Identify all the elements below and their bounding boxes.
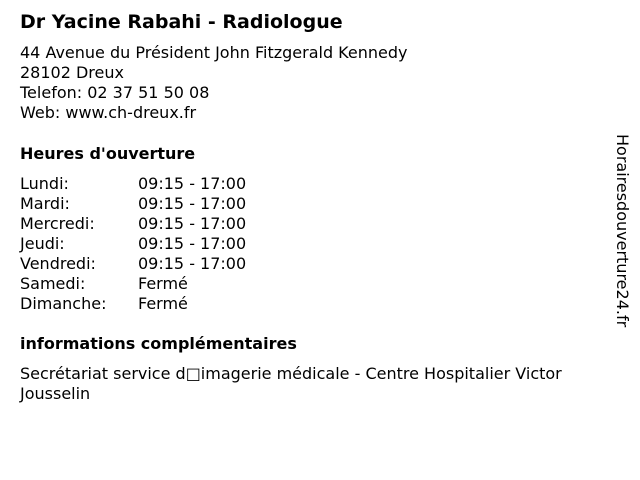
hours-value: 09:15 - 17:00 (138, 234, 247, 253)
day-label: Mardi: (20, 194, 70, 213)
contact-info (20, 43, 407, 123)
hours-value: 09:15 - 17:00 (138, 194, 247, 213)
website: Web: www.ch-dreux.fr (20, 103, 197, 122)
hours-value: 09:15 - 17:00 (138, 174, 247, 193)
page-title: Dr Yacine Rabahi - Radiologue (20, 11, 343, 33)
hours-value: 09:15 - 17:00 (138, 254, 247, 273)
additional-info-heading: informations complémentaires (20, 334, 297, 353)
day-label: Samedi: (20, 274, 86, 293)
phone-number: Telefon: 02 37 51 50 08 (20, 83, 210, 102)
day-label: Vendredi: (20, 254, 96, 273)
day-label: Dimanche: (20, 294, 107, 313)
day-label: Jeudi: (20, 234, 65, 253)
hours-value: Fermé (138, 274, 188, 293)
address-street: 44 Avenue du Président John Fitzgerald Kennedy (20, 43, 408, 62)
day-label: Lundi: (20, 174, 69, 193)
hours-value: 09:15 - 17:00 (138, 214, 247, 233)
hours-value: Fermé (138, 294, 188, 313)
day-label: Mercredi: (20, 214, 95, 233)
site-watermark: Horairesdouverture24.fr (613, 134, 632, 328)
additional-info-text: Secrétariat service d□imagerie médicale - Centre Hospitalier Victor Jousselin (20, 364, 562, 403)
opening-hours-heading: Heures d'ouverture (20, 144, 196, 163)
address-city: 28102 Dreux (20, 63, 124, 82)
